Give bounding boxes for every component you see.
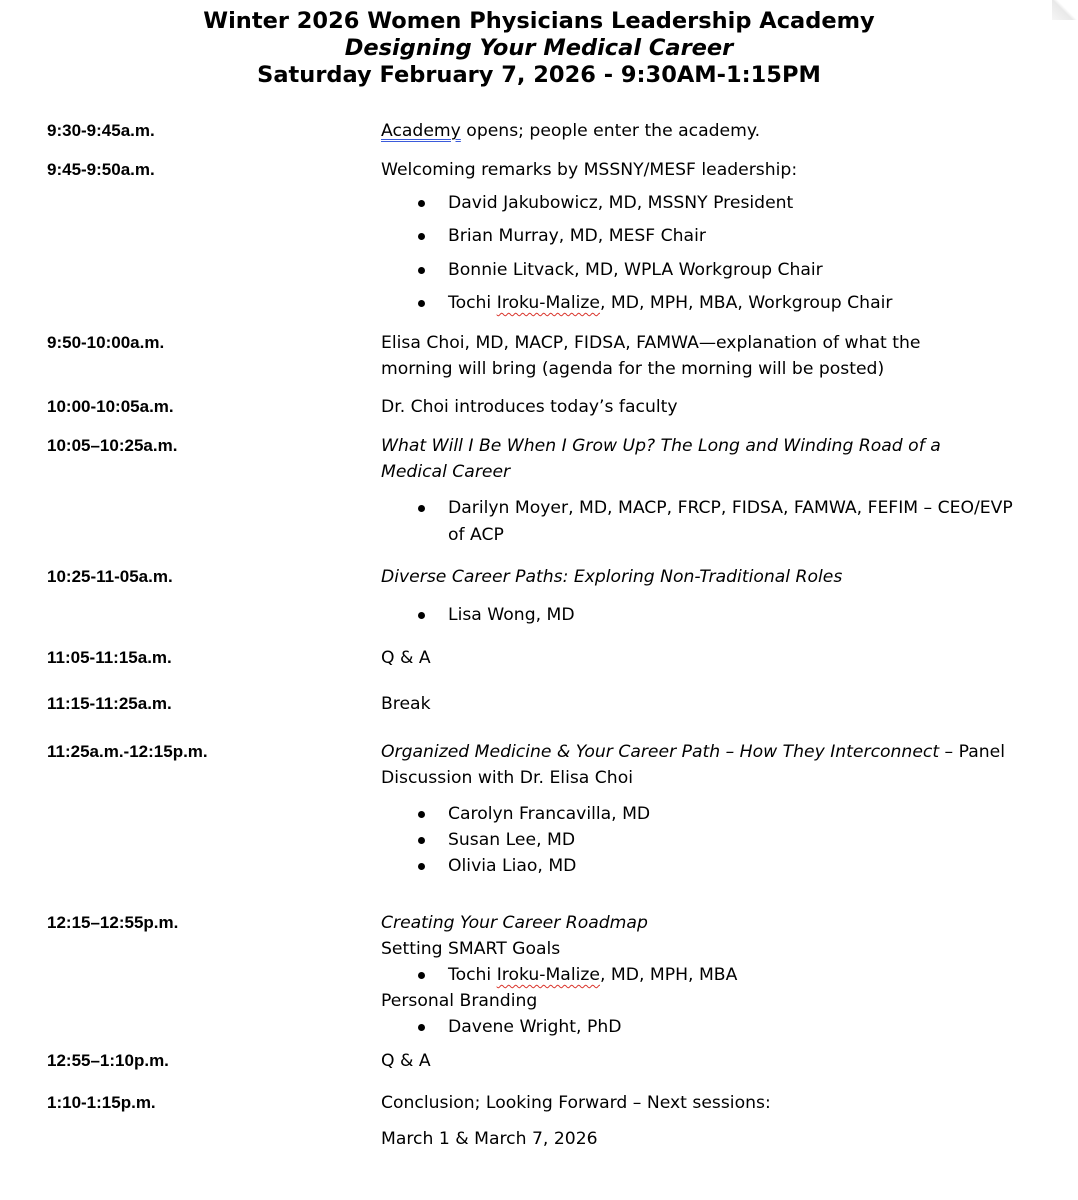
- subsection-heading: Setting SMART Goals: [381, 939, 561, 959]
- agenda-time: 9:50-10:00a.m.: [47, 333, 165, 352]
- speaker-name: Carolyn Francavilla, MD: [448, 804, 651, 824]
- agenda-time: 11:25a.m.-12:15p.m.: [47, 742, 208, 761]
- agenda-time: 10:25-11-05a.m.: [47, 567, 173, 586]
- grammar-flagged-word: Academy: [381, 121, 461, 141]
- bullet-icon: [418, 300, 425, 307]
- speaker-name: Susan Lee, MD: [448, 830, 576, 850]
- agenda-time: 11:15-11:25a.m.: [47, 694, 172, 713]
- speaker-item: [381, 495, 1018, 549]
- speaker-name: Brian Murray, MD, MESF Chair: [448, 226, 706, 246]
- speaker-name: Bonnie Litvack, MD, WPLA Workgroup Chair: [448, 260, 823, 280]
- agenda-description: [381, 118, 1021, 144]
- agenda-text: Elisa Choi, MD, MACP, FIDSA, FAMWA—explanation of what the morning will bring (agenda for the morning will be posted): [381, 333, 921, 379]
- speaker-item: [381, 223, 1021, 249]
- agenda-time: 11:05-11:15a.m.: [47, 648, 172, 667]
- agenda-text: Q & A: [381, 648, 431, 668]
- agenda-time: 12:15–12:55p.m.: [47, 913, 179, 932]
- speaker-item: Tochi Iroku-Malize, MD, MPH, MBA, Workgroup Chair: [381, 290, 1021, 316]
- agenda-time: 10:00-10:05a.m.: [47, 397, 174, 416]
- agenda-text: opens; people enter the academy.: [460, 121, 761, 141]
- speaker-item: Tochi Iroku-Malize, MD, MPH, MBA: [381, 962, 1021, 988]
- speaker-item: [381, 257, 1021, 283]
- agenda-description: [381, 433, 1021, 549]
- spellcheck-flagged-word: Iroku-Malize: [496, 965, 600, 985]
- session-title: Creating Your Career Roadmap: [381, 913, 648, 933]
- agenda-description: [381, 157, 1021, 316]
- session-title: What Will I Be When I Grow Up? The Long and Winding Road of a Medical Career: [381, 436, 941, 482]
- speaker-item: [381, 853, 1021, 879]
- agenda-description: [381, 910, 1021, 1040]
- agenda-time: 1:10-1:15p.m.: [47, 1093, 156, 1112]
- session-title: Organized Medicine & Your Career Path – How They Interconnect: [381, 742, 940, 762]
- agenda-text: Break: [381, 694, 431, 714]
- speaker-name: Olivia Liao, MD: [448, 856, 577, 876]
- speaker-item: [381, 1014, 1021, 1040]
- agenda-time: 9:45-9:50a.m.: [47, 160, 155, 179]
- agenda-time: 12:55–1:10p.m.: [47, 1051, 169, 1070]
- agenda-time: 10:05–10:25a.m.: [47, 436, 178, 455]
- subsection-heading: Personal Branding: [381, 991, 538, 1011]
- bullet-icon: [418, 972, 425, 979]
- bullet-icon: [418, 267, 425, 274]
- agenda-description: [381, 394, 1021, 420]
- agenda-description: [381, 739, 1021, 879]
- document-subtitle: Designing Your Medical Career: [344, 35, 734, 61]
- session-title-suffix: – Panel Discussion with Dr. Elisa Choi: [381, 742, 1005, 788]
- bullet-icon: [418, 612, 425, 619]
- agenda-description: [381, 564, 1021, 628]
- agenda-text: Welcoming remarks by MSSNY/MESF leadership:: [381, 160, 798, 180]
- speaker-item: [381, 827, 1021, 853]
- speaker-item: [381, 190, 1021, 216]
- agenda-text: Dr. Choi introduces today’s faculty: [381, 397, 678, 417]
- document-title: Winter 2026 Women Physicians Leadership Academy: [203, 8, 875, 34]
- speaker-item: [381, 602, 1021, 628]
- bullet-icon: [418, 233, 425, 240]
- next-session-dates: March 1 & March 7, 2026: [381, 1129, 598, 1149]
- event-date-line: Saturday February 7, 2026 - 9:30AM-1:15PM: [257, 62, 821, 88]
- agenda-description: [381, 330, 1021, 382]
- agenda-description: [381, 1090, 1021, 1152]
- bullet-icon: [418, 811, 425, 818]
- speaker-name: Lisa Wong, MD: [448, 605, 575, 625]
- agenda-description: [381, 645, 1021, 671]
- agenda-time: 9:30-9:45a.m.: [47, 121, 155, 140]
- speaker-name: David Jakubowicz, MD, MSSNY President: [448, 193, 794, 213]
- agenda-description: [381, 1048, 1021, 1074]
- spellcheck-flagged-word: Iroku-Malize: [496, 293, 600, 313]
- speaker-name: Davene Wright, PhD: [448, 1017, 622, 1037]
- agenda-description: [381, 691, 1021, 717]
- agenda-text: Conclusion; Looking Forward – Next sessions:: [381, 1093, 771, 1113]
- bullet-icon: [418, 200, 425, 207]
- document-header: [0, 8, 1078, 89]
- speaker-name: Darilyn Moyer, MD, MACP, FRCP, FIDSA, FAMWA, FEFIM – CEO/EVP of ACP: [448, 498, 1013, 545]
- bullet-icon: [418, 1024, 425, 1031]
- agenda-text: Q & A: [381, 1051, 431, 1071]
- bullet-icon: [418, 863, 425, 870]
- speaker-item: [381, 801, 1021, 827]
- session-title: Diverse Career Paths: Exploring Non-Traditional Roles: [381, 567, 843, 587]
- bullet-icon: [418, 837, 425, 844]
- bullet-icon: [418, 505, 425, 512]
